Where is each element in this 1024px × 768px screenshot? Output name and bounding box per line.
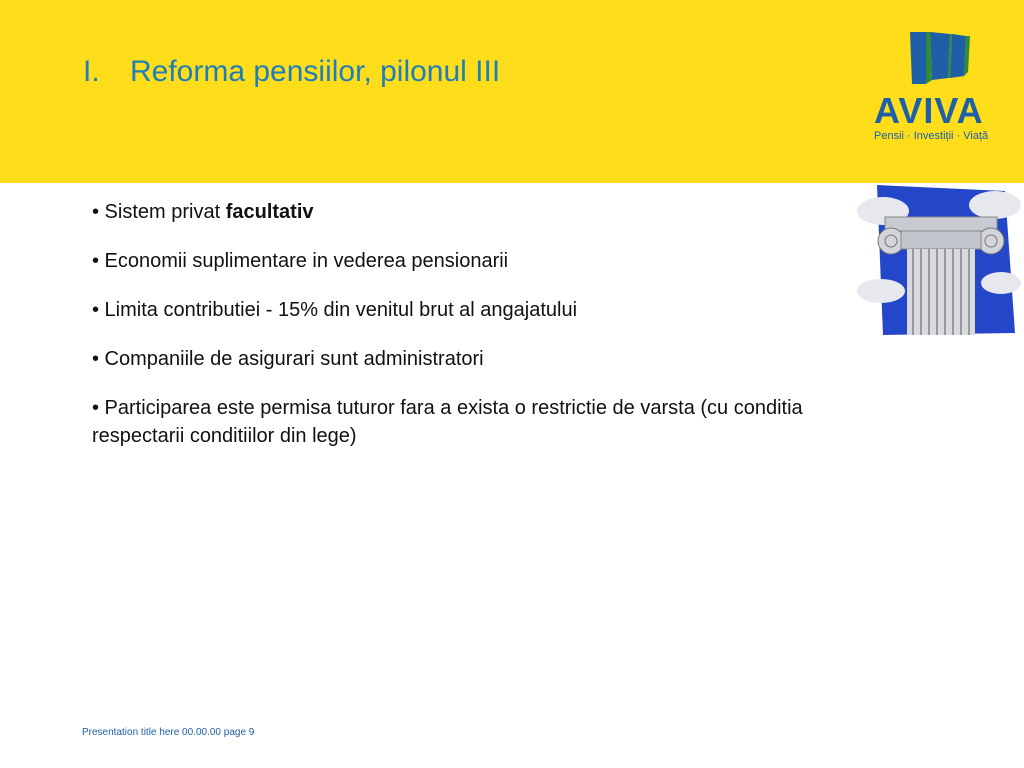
title-number: I. bbox=[83, 55, 100, 88]
aviva-logo bbox=[868, 30, 1008, 150]
bullet-bold-word: facultativ bbox=[225, 201, 314, 223]
bullet-item bbox=[92, 198, 812, 226]
title-text: Reforma pensiilor, pilonul III bbox=[130, 55, 501, 88]
slide-title bbox=[83, 55, 500, 89]
logo-tagline: Pensii · Investiții · Viață bbox=[874, 130, 989, 142]
bullet-item: • Companiile de asigurari sunt administratori bbox=[92, 348, 484, 370]
logo-wordmark: AVIVA bbox=[874, 90, 984, 131]
bullet-list bbox=[92, 198, 812, 471]
bullet-item: • Limita contributiei - 15% din venitul brut al angajatului bbox=[92, 299, 578, 321]
bullet-item: • Economii suplimentare in vederea pensionarii bbox=[92, 250, 509, 272]
bullet-prefix: • Sistem privat bbox=[92, 201, 226, 223]
ionic-column-icon bbox=[855, 183, 1024, 338]
bullet-item: • Participarea este permisa tuturor fara a exista o restrictie de varsta (cu conditia respectarii conditiilor din lege) bbox=[92, 397, 803, 447]
slide-footer: Presentation title here 00.00.00 page 9 bbox=[82, 727, 255, 738]
aviva-flag-icon bbox=[868, 30, 1008, 90]
